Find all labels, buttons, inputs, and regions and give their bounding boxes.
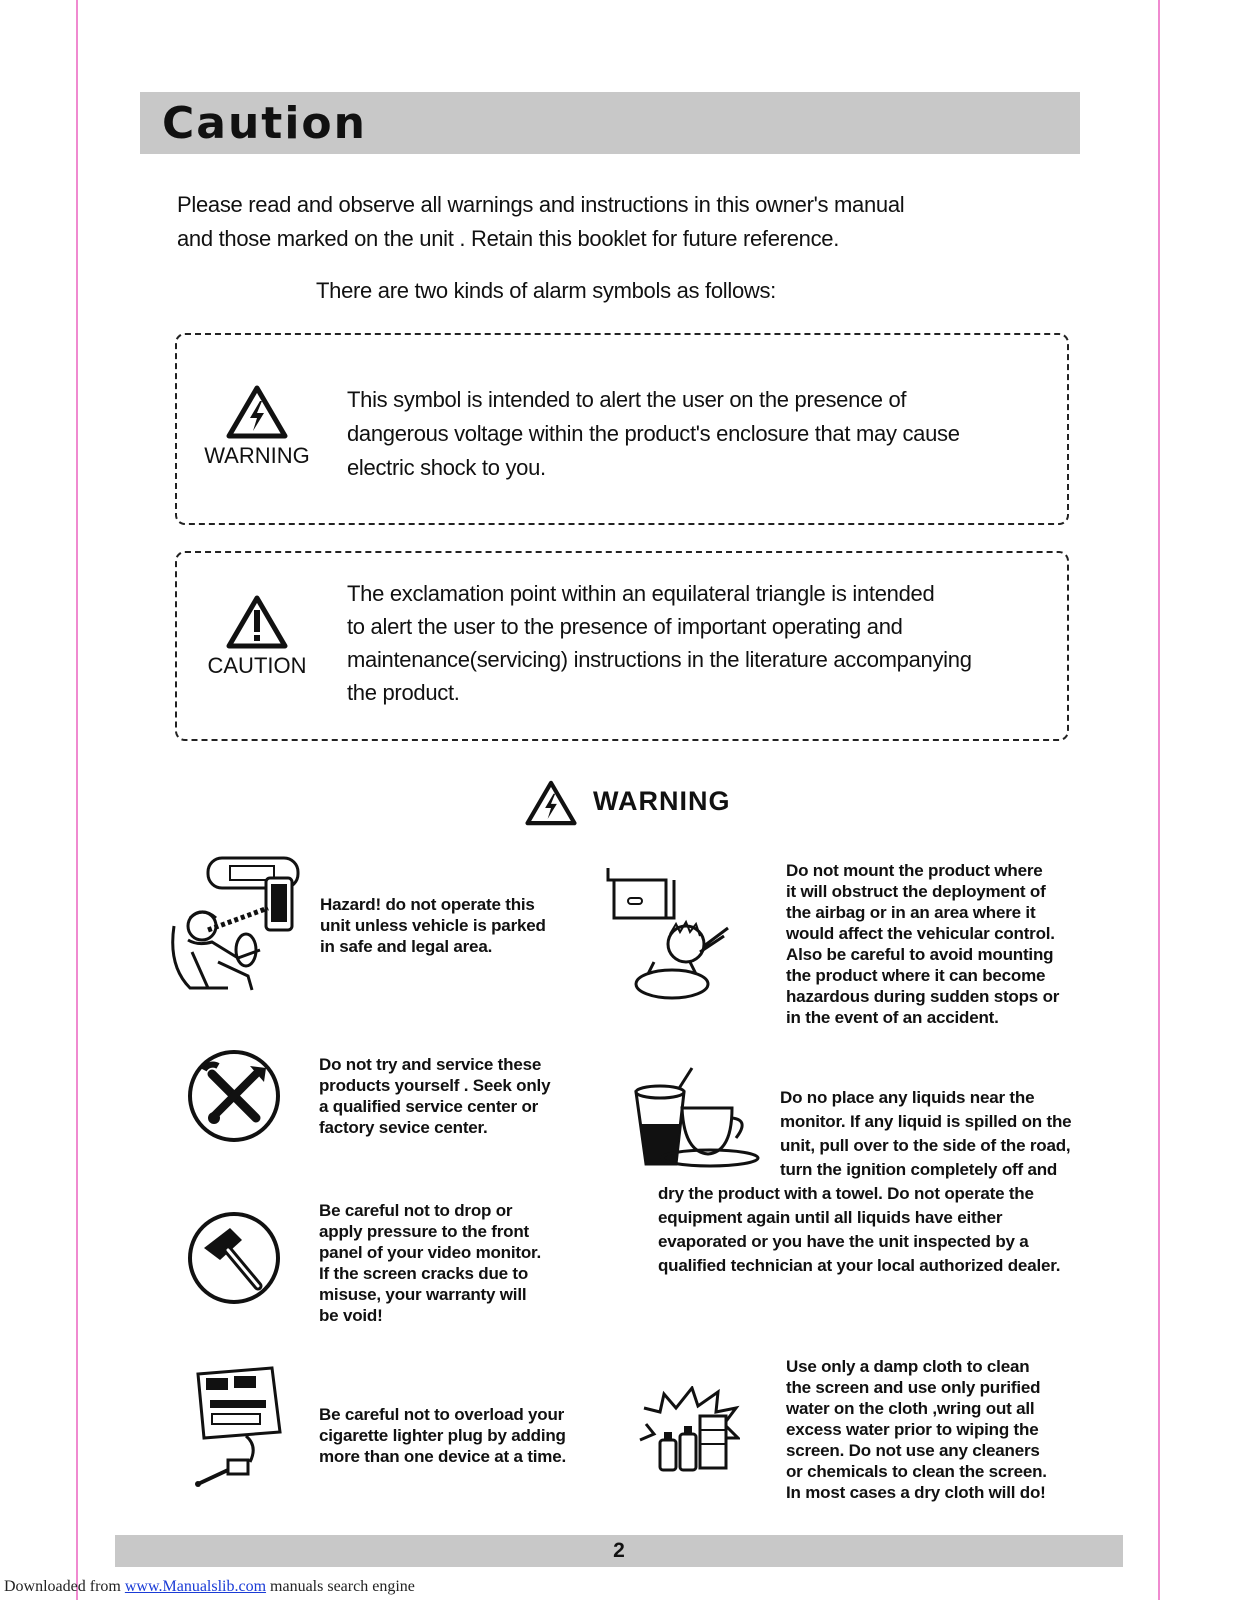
warning-text-parked: [320, 894, 546, 957]
warning-line: In most cases a dry cloth will do!: [786, 1483, 1046, 1502]
alarm-intro: There are two kinds of alarm symbols as follows:: [316, 278, 776, 303]
warning-symbol-description: [347, 383, 1057, 485]
warning-line: be void!: [319, 1306, 383, 1325]
warning-line: evaporated or you have the unit inspected by a: [658, 1232, 1029, 1251]
liquids-illustration: [632, 1066, 762, 1170]
warning-line: Be careful not to overload your: [319, 1405, 565, 1424]
warning-line: cigarette lighter plug by adding: [319, 1426, 566, 1445]
download-prefix: Downloaded from: [4, 1578, 125, 1595]
caution-symbol-label: CAUTION: [207, 653, 307, 678]
warning-line: products yourself . Seek only: [319, 1076, 551, 1095]
lightning-triangle-icon: [226, 385, 288, 439]
warning-line: dry the product with a towel. Do not operate the: [658, 1184, 1034, 1203]
warning-line: turn the ignition completely off and: [780, 1160, 1058, 1179]
tools-icon: [186, 1048, 282, 1144]
warning-line: a qualified service center or: [319, 1097, 539, 1116]
warning-line: panel of your video monitor.: [319, 1243, 542, 1262]
warning-text-lighter: [319, 1404, 566, 1467]
warning-line: hazardous during sudden stops or: [786, 987, 1060, 1006]
airbag-illustration: [604, 866, 734, 1000]
page-edge-right: [1158, 0, 1160, 1600]
warning-line: Do not mount the product where: [786, 861, 1043, 880]
warning-line: it will obstruct the deployment of: [786, 882, 1046, 901]
warning-line: Be careful not to drop or: [319, 1201, 513, 1220]
manualslib-link[interactable]: www.Manualslib.com: [124, 1578, 267, 1595]
warning-line: water on the cloth ,wring out all: [786, 1399, 1035, 1418]
description-line: This symbol is intended to alert the user on the presence of: [347, 387, 907, 412]
footer-bar: [115, 1535, 1123, 1567]
warning-line: would affect the vehicular control.: [786, 924, 1055, 943]
warning-line: the product where it can become: [786, 966, 1046, 985]
warning-line: apply pressure to the front: [319, 1222, 529, 1241]
warning-line: excess water prior to wiping the: [786, 1420, 1039, 1439]
warning-text-airbag: [786, 860, 1059, 1028]
download-notice: [4, 1578, 415, 1596]
warning-text-cleaning: [786, 1356, 1047, 1503]
warning-line: more than one device at a time.: [319, 1447, 566, 1466]
description-line: The exclamation point within an equilateral triangle is intended: [347, 581, 935, 606]
caution-symbol-box: [175, 551, 1069, 741]
page-title: Caution: [162, 98, 367, 149]
cigarette-lighter-illustration: [188, 1366, 284, 1490]
warning-text-drop: [319, 1200, 541, 1326]
warning-line: or chemicals to clean the screen.: [786, 1462, 1047, 1481]
warning-line: Do no place any liquids near the: [780, 1088, 1035, 1107]
warning-symbol-label: WARNING: [204, 443, 310, 468]
driver-illustration: [168, 856, 308, 992]
warning-line: Use only a damp cloth to clean: [786, 1357, 1030, 1376]
warning-symbol-box: [175, 333, 1069, 525]
warning-line: Also be careful to avoid mounting: [786, 945, 1054, 964]
description-line: maintenance(servicing) instructions in the literature accompanying: [347, 647, 972, 672]
page-number: 2: [613, 1539, 625, 1562]
warning-text-liquids: [780, 1086, 1071, 1182]
title-bar: [140, 92, 1080, 154]
warning-line: screen. Do not use any cleaners: [786, 1441, 1040, 1460]
intro-line: and those marked on the unit . Retain this booklet for future reference.: [177, 226, 840, 251]
description-line: the product.: [347, 680, 460, 705]
lightning-triangle-icon: [525, 780, 577, 826]
page-edge-left: [76, 0, 78, 1600]
warning-heading-text: WARNING: [593, 786, 731, 816]
exclamation-triangle-icon: [226, 595, 288, 649]
warning-symbol: [177, 385, 337, 469]
warning-line: factory sevice center.: [319, 1118, 488, 1137]
caution-symbol-description: [347, 577, 1057, 709]
warning-line: in safe and legal area.: [320, 937, 493, 956]
warning-line: the airbag or in an area where it: [786, 903, 1036, 922]
description-line: to alert the user to the presence of important operating and: [347, 614, 903, 639]
hammer-icon: [186, 1210, 282, 1306]
description-line: dangerous voltage within the product's enclosure that may cause: [347, 421, 960, 446]
warning-line: If the screen cracks due to: [319, 1264, 529, 1283]
warning-line: monitor. If any liquid is spilled on the: [780, 1112, 1072, 1131]
warning-line: unit, pull over to the side of the road,: [780, 1136, 1071, 1155]
warning-line: Do not try and service these: [319, 1055, 542, 1074]
description-line: electric shock to you.: [347, 455, 546, 480]
warning-line: Hazard! do not operate this: [320, 895, 535, 914]
warning-text-liquids-cont: [658, 1182, 1060, 1278]
warning-line: in the event of an accident.: [786, 1008, 999, 1027]
intro-paragraph: [177, 188, 1077, 256]
warning-line: misuse, your warranty will: [319, 1285, 527, 1304]
warning-line: qualified technician at your local authorized dealer.: [658, 1256, 1061, 1275]
download-suffix: manuals search engine: [266, 1578, 415, 1595]
warning-text-service: [319, 1054, 550, 1138]
warning-line: unit unless vehicle is parked: [320, 916, 546, 935]
warning-line: equipment again until all liquids have either: [658, 1208, 1003, 1227]
caution-symbol: [177, 595, 337, 679]
cleaners-illustration: [636, 1386, 740, 1474]
intro-line: Please read and observe all warnings and instructions in this owner's manual: [177, 192, 905, 217]
warning-line: the screen and use only purified: [786, 1378, 1041, 1397]
